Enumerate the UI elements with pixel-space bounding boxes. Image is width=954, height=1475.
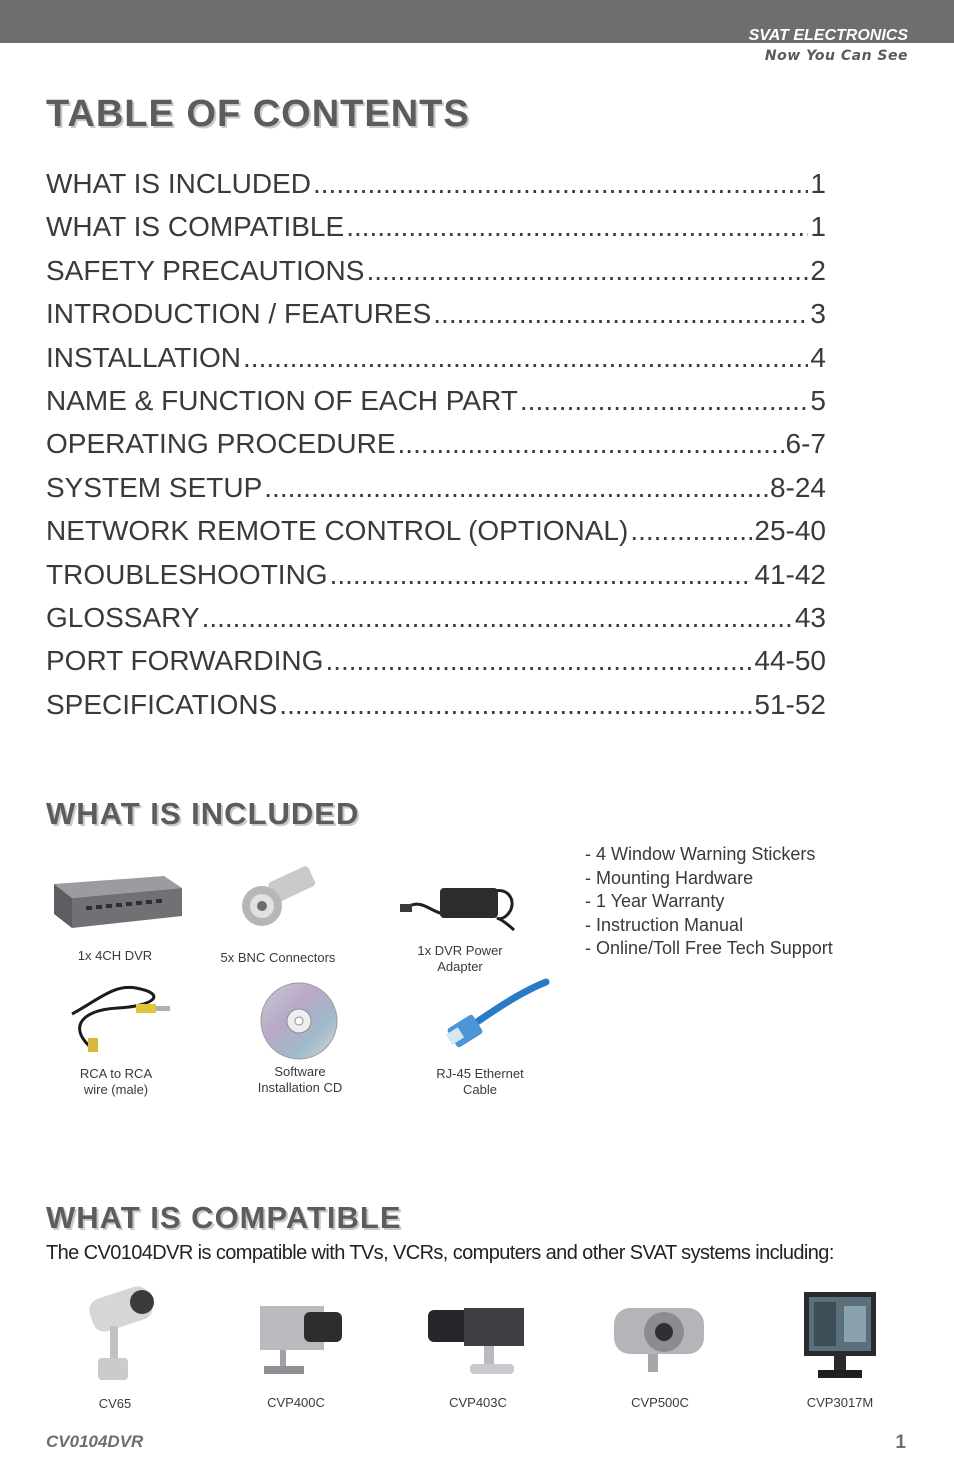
toc-entry[interactable]	[46, 211, 826, 254]
brand-name: SVAT ELECTRONICS	[748, 27, 908, 44]
compatible-item-caption: CVP3017M	[806, 1395, 874, 1410]
toc-entry[interactable]	[46, 385, 826, 428]
toc-entry-title: NAME & FUNCTION OF EACH PART	[46, 384, 518, 416]
compatible-item-caption: CVP403C	[449, 1395, 507, 1410]
included-extras-list	[585, 843, 833, 961]
toc-entry[interactable]	[46, 559, 826, 602]
included-item-caption: RCA to RCA wire (male)	[79, 1066, 153, 1097]
toc-entry-page: 1	[810, 211, 826, 243]
toc-entry-title: GLOSSARY	[46, 601, 200, 633]
toc-entry[interactable]	[46, 689, 826, 732]
toc-entry[interactable]	[46, 255, 826, 298]
dvr-image	[46, 862, 184, 934]
toc-entry-page: 41-42	[754, 558, 826, 590]
toc-entry-title: WHAT IS COMPATIBLE	[46, 211, 345, 243]
ethernet-cable-image	[440, 976, 552, 1058]
included-item-caption: 1x 4CH DVR	[77, 948, 153, 963]
list-item: - Instruction Manual	[585, 914, 744, 935]
toc-entry[interactable]	[46, 602, 826, 645]
toc-entry-page: 5	[810, 384, 826, 416]
list-item: - 1 Year Warranty	[585, 891, 725, 911]
toc-entry-page: 1	[810, 168, 826, 199]
toc-entry-title: SPECIFICATIONS	[46, 688, 278, 720]
toc-entry-title: OPERATING PROCEDURE	[46, 428, 396, 460]
list-item: - 4 Window Warning Stickers	[585, 844, 816, 864]
list-item: - Online/Toll Free Tech Support	[585, 938, 833, 958]
toc-entry-title: SYSTEM SETUP	[46, 471, 263, 503]
toc-entry-page: 51-52	[754, 688, 826, 720]
toc-entry-title: TROUBLESHOOTING	[46, 558, 328, 590]
toc-entry-page: 25-40	[754, 515, 826, 547]
toc-entry[interactable]	[46, 428, 826, 471]
power-adapter-image	[396, 864, 526, 936]
toc-entry-title: SAFETY PRECAUTIONS	[46, 254, 365, 286]
bnc-connector-image	[232, 864, 328, 934]
included-heading: WHAT IS INCLUDED	[46, 796, 360, 831]
toc-entry-page: 4	[810, 341, 826, 373]
toc-entry-title: WHAT IS INCLUDED	[46, 168, 311, 199]
toc-entry-page: 3	[810, 298, 826, 330]
toc-entry[interactable]	[46, 298, 826, 341]
toc-entry-title: INSTALLATION	[46, 341, 242, 373]
toc-entry[interactable]	[46, 645, 826, 688]
toc-entry[interactable]	[46, 515, 826, 558]
included-item-caption: 5x BNC Connectors	[220, 950, 336, 965]
toc-entry[interactable]	[46, 472, 826, 515]
footer-model-number: CV0104DVR	[46, 1432, 144, 1451]
cvp400c-camera-image	[244, 1300, 350, 1382]
toc-entry-title: PORT FORWARDING	[46, 645, 324, 677]
included-item-caption: RJ-45 Ethernet Cable	[436, 1066, 524, 1097]
list-item: - Mounting Hardware	[585, 867, 754, 888]
toc-entry-page: 6-7	[785, 428, 826, 460]
toc-entry-page: 43	[794, 601, 826, 633]
compatible-item-caption: CVP400C	[267, 1395, 325, 1410]
cv65-camera-image	[76, 1284, 160, 1388]
page-number: 1	[895, 1432, 906, 1453]
toc-entry-page: 2	[810, 254, 826, 286]
software-cd-image	[258, 980, 340, 1062]
toc-heading: TABLE OF CONTENTS	[46, 93, 470, 135]
toc-entry-title: INTRODUCTION / FEATURES	[46, 298, 432, 330]
toc-entry-page: 8-24	[769, 471, 826, 503]
rca-cable-image	[58, 980, 180, 1060]
toc-entry[interactable]	[46, 168, 826, 211]
compatible-description: The CV0104DVR is compatible with TVs, VCRs, computers and other SVAT systems including:	[46, 1242, 834, 1264]
toc-list	[46, 168, 826, 732]
compatible-item-caption: CV65	[98, 1396, 132, 1411]
cvp403c-camera-image	[424, 1300, 532, 1382]
toc-entry[interactable]	[46, 342, 826, 385]
brand-tagline: Now You Can See	[764, 48, 908, 64]
cvp500c-camera-image	[604, 1300, 714, 1380]
toc-entry-title: NETWORK REMOTE CONTROL (OPTIONAL)	[46, 515, 629, 547]
compatible-heading: WHAT IS COMPATIBLE	[46, 1200, 402, 1235]
toc-entry-page: 44-50	[754, 645, 826, 677]
cvp3017m-monitor-image	[800, 1288, 880, 1384]
compatible-item-caption: CVP500C	[631, 1395, 689, 1410]
included-item-caption: Software Installation CD	[257, 1064, 343, 1095]
included-item-caption: 1x DVR Power Adapter	[417, 943, 503, 974]
